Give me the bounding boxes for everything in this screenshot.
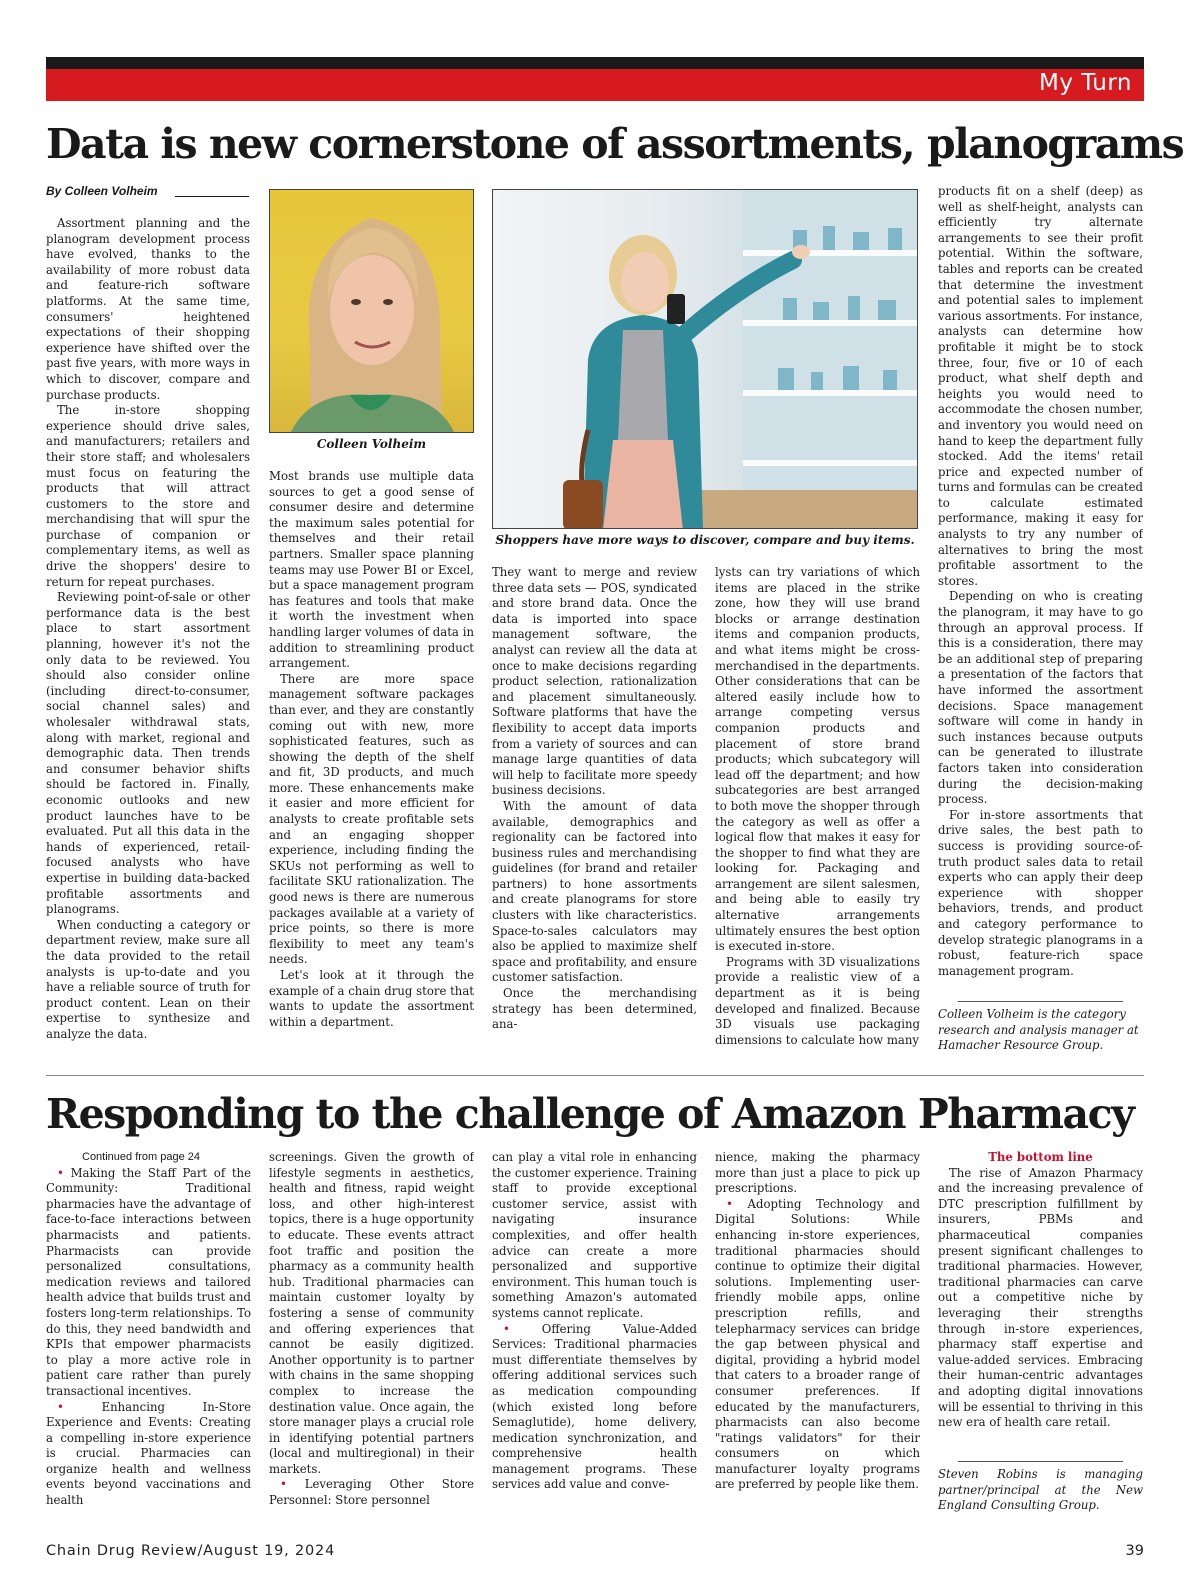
bullet-icon: • (503, 1321, 542, 1336)
article2-paragraph (269, 1150, 474, 1477)
article2-column-4 (715, 1150, 920, 1520)
article2-headline: Responding to the challenge of Amazon Pharmacy (46, 1090, 1134, 1138)
article2-bullet-paragraph (492, 1322, 697, 1494)
article1-paragraph: lysts can try variations of which items are placed in the strike zone, how they will use brand blocks or arrange destination items and companion products, and what items might be cross-merchandised in the departments. Other considerations that can be altered easily include how to arrange competing versus companion products and placement of store brand products; which subcategory will lead off the department; and how subcategories are best arranged to both move the shopper through the category as well as offer a logical flow that makes it easy for the shopper to find what they are looking for. Packaging and arrangement are silent salesmen, and being able to easily try alternative arrangements ultimately ensures the best option is executed in-store. (715, 565, 920, 954)
article1-paragraph: Assortment planning and the planogram development process have evolved, thanks to the availability of more robust data and feature-rich software platforms. At the same time, consumers' heightened expectations of their shopping experience have shifted over the past five years, with more ways in which to discover, compare and purchase products. (46, 216, 250, 402)
paragraph-text: can play a vital role in enhancing the customer experience. Training staff to provide exceptional customer service, assist with navigating insurance complexities, and offer health advice can create a more personalized and supportive environment. This human touch is something Amazon's automated systems cannot replicate. (492, 1150, 697, 1320)
article1-paragraph: When conducting a category or department review, make sure all the data provided to the retail analysts is up-to-date and you have a reliable source of truth for product content. Lean on their expertise to synthesize and analyze the data. (46, 917, 250, 1041)
article1-paragraph: Reviewing point-of-sale or other performance data is the best place to start assortment planning, however it's not the only data to be reviewed. You should also consider online (including direct-to-consumer, social channel sales) and wholesaler withdrawal stats, along with market, regional and demographic data. Then trends and consumer behavior shifts should be factored in. Finally, economic outlooks and new product launches have to be evaluated. Put all this data in the hands of experienced, retail-focused analysts who have expertise in building data-backed profitable assortments and planograms. (46, 590, 250, 917)
article1-bio-rule (958, 1001, 1123, 1002)
article2-column-2 (269, 1150, 474, 1520)
article2-column-5 (938, 1150, 1143, 1450)
article2-bullet-paragraph (269, 1477, 474, 1508)
paragraph-text: Making the Staff Part of the Community: Traditional pharmacies have the advantage of face-to-face interactions between pharmacists and patients. Pharmacists can provide personalized consultations, medication reviews and tailored health advice that builds trust and fosters long-term relationships. To do this, they need bandwidth and KPIs that empower pharmacists to play a more active role in patient care rather than purely transactional incentives. (46, 1165, 251, 1398)
footer-page-number: 39 (1125, 1543, 1144, 1559)
paragraph-text: Enhancing In-Store Experience and Events: Creating a compelling in-store experience is crucial. Pharmacies can organize health and wellness events beyond vaccinations and health (46, 1399, 251, 1508)
paragraph-text: Offering Value-Added Services: Traditional pharmacies must differentiate themselves by offering additional services such as medication compounding (which existed long before Semaglutide), home delivery, medication synchronization, and comprehensive health management programs. These services add value and conve- (492, 1321, 697, 1492)
author-portrait-photo (269, 189, 474, 433)
article1-column-5 (938, 184, 1143, 996)
article1-column-2 (269, 469, 474, 1059)
article2-bio-rule (958, 1461, 1123, 1462)
article2-paragraph (492, 1150, 697, 1322)
article1-column-4 (715, 565, 920, 1059)
bottom-line-heading: The bottom line (988, 1150, 1093, 1164)
paragraph-text: nience, making the pharmacy more than just a place to pick up prescriptions. (715, 1150, 920, 1196)
article1-paragraph: Programs with 3D visualizations provide a realistic view of a department as it is being developed and finalized. Because 3D visuals use packaging dimensions to calculate how many (715, 954, 920, 1047)
article1-paragraph: Depending on who is creating the planogram, it may have to go through an approval process. If this is a consideration, there may be an additional step of preparing a presentation of the factors that have informed the assortment decisions. Space management software will come in handy in such instances because outputs can be generated to illustrate factors taken into consideration during the decision-making process. (938, 589, 1143, 807)
author-portrait-illustration (270, 190, 474, 433)
article1-paragraph: They want to merge and review three data sets — POS, syndicated and store brand data. Once the data is imported into space management software, the analyst can review all the data at once to make decisions regarding product selection, rationalization and placement simultaneously. Software platforms that have the flexibility to accept data imports from a variety of sources and can manage large quantities of data will help to facilitate more speedy business decisions. (492, 565, 697, 798)
article1-paragraph: The in-store shopping experience should drive sales, and manufacturers; retailers and their store staff; and wholesalers must focus on featuring the products that will attract customers to the store and merchandising that will spur the purchase of companion or complementary items, as well as drive the shoppers' desire to return for repeat purchases. (46, 403, 250, 589)
byline-rule (175, 196, 249, 197)
section-label: My Turn (1038, 70, 1132, 96)
paragraph-text: screenings. Given the growth of lifestyle segments in aesthetics, health and fitness, rapid weight loss, and other high-interest topics, there is a huge opportunity to educate. These events attract foot traffic and position the pharmacy as a community health hub. Traditional pharmacies can maintain customer loyalty by fostering a sense of community and offering experiences that cannot be easily digitized. Another opportunity is to partner with chains in the same shopping complex to increase the destination value. Once again, the store manager plays a crucial role in identifying potential partners (local and multiregional) in their markets. (269, 1150, 474, 1476)
paragraph-text: Adopting Technology and Digital Solutions: While enhancing in-store experiences, traditional pharmacies should continue to optimize their digital solutions. Implementing user-friendly mobile apps, online prescription refills, and telepharmacy services can bridge the gap between physical and digital, providing a hybrid model that caters to a broader range of consumer preferences. If educated by the manufacturers, pharmacists can also become "ratings validators" for their consumers on which manufacturer loyalty programs are preferred by people like them. (715, 1196, 920, 1492)
article1-paragraph: For in-store assortments that drive sales, the best path to success is providing source-of-truth product sales data to retail experts who can apply their deep experience with shopper behaviors, trends, and product and category performance to develop strategic planograms in a robust, feature-rich space management program. (938, 807, 1143, 978)
article2-column-1 (46, 1150, 251, 1520)
article2-bullet-paragraph (46, 1400, 251, 1509)
bullet-icon: • (726, 1196, 748, 1211)
article1-paragraph: With the amount of data available, demographics and regionality can be factored into business rules and merchandising guidelines (for brand and retailer partners) to hone assortments and create planograms for store clusters with like characteristics. Space-to-sales calculators may also be applied to maximize shelf space and profitability, and ensure customer satisfaction. (492, 798, 697, 985)
article1-paragraph: Most brands use multiple data sources to get a good sense of consumer desire and determine the maximum sales potential for themselves and their retail partners. Smaller space planning teams may use Power BI or Excel, but a space management program has features and tools that make it worth the investment when handling larger volumes of data in addition to streamlining product arrangement. (269, 469, 474, 671)
article1-paragraph: Once the merchandising strategy has been determined, ana- (492, 986, 697, 1032)
article-divider (46, 1075, 1144, 1076)
paragraph-text: Leveraging Other Store Personnel: Store personnel (269, 1477, 474, 1508)
bullet-icon: • (280, 1477, 305, 1492)
article2-author-bio: Steven Robins is managing partner/principal at the New England Consulting Group. (938, 1467, 1143, 1513)
footer-publication: Chain Drug Review/August 19, 2024 (46, 1543, 336, 1559)
article1-column-1 (46, 216, 250, 1059)
shopper-illustration (493, 190, 918, 529)
article2-column-3 (492, 1150, 697, 1520)
article1-paragraph: Let's look at it through the example of a chain drug store that wants to update the assortment within a department. (269, 968, 474, 1029)
bullet-icon: • (57, 1165, 71, 1180)
shopper-pharmacy-photo (492, 189, 918, 529)
shopper-photo-caption: Shoppers have more ways to discover, compare and buy items. (495, 533, 915, 547)
article2-bullet-paragraph (715, 1197, 920, 1493)
article2-bullet-paragraph (46, 1166, 251, 1400)
top-banner-red-bar (46, 69, 1144, 101)
article1-headline: Data is new cornerstone of assortments, planograms (46, 120, 1184, 168)
continued-from-note: Continued from page 24 (82, 1151, 201, 1163)
article2-paragraph (715, 1150, 920, 1197)
top-banner-black-bar (46, 57, 1144, 69)
article1-paragraph: products fit on a shelf (deep) as well as shelf-height, analysts can efficiently try alternate arrangements to see their profit potential. Within the software, tables and reports can be created that determine the investment and potential sales to implement various assortments. For instance, analysts can determine how profitable it might be to stock three, four, five or 10 of each product, what shelf depth and heights you would need to accommodate the chosen number, and inventory you would need on hand to keep the department fully stocked. Add the items' retail price and expected number of turns and formulas can be created to calculate estimated performance, making it easy for analysts to try any number of alternatives to bring the most profitable assortment to the stores. (938, 184, 1143, 588)
author-photo-caption: Colleen Volheim (316, 437, 427, 451)
article1-paragraph: There are more space management software packages than ever, and they are constantly coming out with new, more sophisticated features, such as showing the depth of the shelf and fit, 3D products, and much more. These enhancements make it easier and more efficient for analysts to create profitable sets and an engaging shopper experience, including finding the SKUs not performing as well to facilitate SKU rationalization. The good news is there are numerous packages available at a variety of price points, so there is more flexibility to meet any team's needs. (269, 671, 474, 967)
article1-byline: By Colleen Volheim (46, 184, 158, 198)
bullet-icon: • (57, 1399, 102, 1414)
article2-paragraph: The rise of Amazon Pharmacy and the increasing prevalence of DTC prescription fulfillment by insurers, PBMs and pharmaceutical companies present significant challenges to traditional pharmacies. However, traditional pharmacies can carve out a competitive niche by leveraging their strengths through in-store experiences, pharmacy staff expertise and value-added services. Embracing their human-centric advantages and adopting digital innovations will be essential to thriving in this new era of health care retail. (938, 1165, 1143, 1430)
article1-author-bio: Colleen Volheim is the category research and analysis manager at Hamacher Resource Group. (938, 1007, 1139, 1053)
article1-column-3 (492, 565, 697, 1059)
